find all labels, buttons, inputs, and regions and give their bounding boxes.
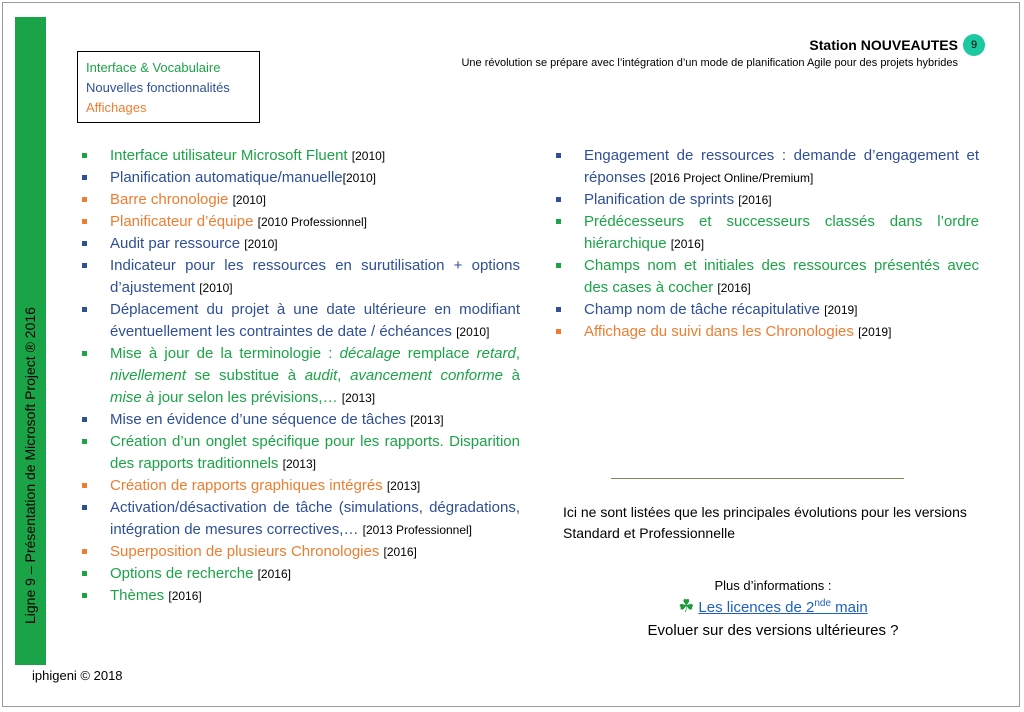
feature-item — [82, 189, 520, 211]
feature-year: [2013] — [282, 457, 316, 471]
feature-text: Superposition de plusieurs Chronologies — [110, 543, 384, 560]
feature-item — [556, 211, 979, 255]
station-number-badge: 9 — [963, 34, 985, 56]
legend-box — [77, 51, 260, 123]
feature-text: Thèmes — [110, 587, 169, 604]
note-text: Ici ne sont listées que les principales évolutions pour les versions Standard et Professionnelle — [563, 504, 967, 541]
feature-year: [2016 Project Online/Premium] — [649, 171, 814, 185]
feature-text: Champ nom de tâche récapitulative — [584, 301, 825, 318]
feature-year: [2019] — [824, 303, 858, 317]
evolve-question: Evoluer sur des versions ultérieures ? — [647, 622, 899, 639]
feature-item — [82, 563, 520, 585]
feature-item — [82, 431, 520, 475]
feature-text: Planification automatique/manuelle — [110, 169, 343, 186]
feature-item — [82, 497, 520, 541]
feature-year: [2010] — [456, 325, 490, 339]
feature-item — [82, 233, 520, 255]
feature-text: Options de recherche — [110, 565, 258, 582]
feature-year: [2010 Professionnel] — [257, 215, 368, 229]
right-feature-list — [556, 145, 979, 343]
licences-link[interactable] — [698, 599, 867, 616]
bullet-square-icon — [82, 351, 87, 356]
feature-item — [82, 475, 520, 497]
legend-interface: Interface & Vocabulaire — [86, 60, 221, 75]
feature-text: Activation/désactivation de tâche (simulations, dégradations, intégration de mesures correctives,… — [110, 499, 520, 538]
bullet-square-icon — [82, 439, 87, 444]
feature-text: retard — [476, 345, 516, 362]
bullet-square-icon — [556, 329, 561, 334]
left-feature-list — [82, 145, 520, 607]
feature-text: Création d’un onglet spécifique pour les rapports. Disparition des rapports traditionnels — [110, 433, 520, 472]
feature-text: Planificateur d’équipe — [110, 213, 258, 230]
feature-text: Champs nom et initiales des ressources présentés avec des cases à cocher — [584, 257, 979, 296]
bullet-square-icon — [556, 197, 561, 202]
feature-text: Mise à jour de la terminologie : — [110, 345, 340, 362]
feature-year: [2013] — [386, 479, 421, 493]
bullet-square-icon — [82, 483, 87, 488]
licences-link-text: Les licences de 2 — [698, 599, 815, 616]
feature-year: [2013] — [410, 413, 444, 427]
feature-year: [2016] — [168, 589, 202, 603]
feature-item — [556, 255, 979, 299]
feature-year: [2016] — [717, 281, 751, 295]
bullet-square-icon — [82, 505, 87, 510]
feature-item — [82, 145, 520, 167]
feature-year: [2010] — [244, 237, 278, 251]
feature-text: Indicateur pour les ressources en surutilisation + options d’ajustement — [110, 257, 520, 296]
sidebar-title: Ligne 9 – Présentation de Microsoft Project ® 2016 — [22, 307, 38, 624]
feature-text: Création de rapports graphiques intégrés — [110, 477, 387, 494]
feature-text: mise à — [110, 389, 155, 406]
station-subtitle: Une révolution se prépare avec l’intégration d’un mode de planification Agile pour des projets hybrides — [461, 57, 958, 69]
feature-text: Barre chronologie — [110, 191, 233, 208]
feature-year: [2010] — [351, 149, 386, 163]
bullet-square-icon — [82, 197, 87, 202]
feature-year: [2010] — [199, 281, 233, 295]
feature-text: jour selon les prévisions,… — [154, 389, 342, 406]
feature-text: , — [515, 345, 520, 362]
feature-text: décalage — [339, 345, 401, 362]
licences-link-row — [620, 596, 926, 617]
feature-item — [82, 299, 520, 343]
licences-link-tail: main — [831, 599, 868, 616]
bullet-square-icon — [82, 153, 87, 158]
feature-year: [2016] — [383, 545, 417, 559]
feature-text: se substitue à — [185, 367, 305, 384]
feature-year: [2016] — [670, 237, 705, 251]
feature-text: Prédécesseurs et successeurs classés dans l’ordre hiérarchique — [584, 213, 979, 252]
feature-item — [556, 321, 979, 343]
feature-text: à — [502, 367, 520, 384]
feature-year: [2013 Professionnel] — [362, 523, 473, 537]
bullet-square-icon — [82, 307, 87, 312]
feature-text: nivellement — [110, 367, 186, 384]
legend-displays: Affichages — [86, 100, 147, 115]
bullet-square-icon — [82, 593, 87, 598]
feature-item — [556, 299, 979, 321]
feature-item — [82, 211, 520, 233]
feature-year: [2019] — [858, 325, 892, 339]
licences-link-sup: nde — [814, 598, 832, 609]
feature-year: [2016] — [257, 567, 291, 581]
feature-text: Mise en évidence d’une séquence de tâches — [110, 411, 411, 428]
feature-item — [556, 189, 979, 211]
feature-item — [82, 585, 520, 607]
feature-text: Affichage du suivi dans les Chronologies — [584, 323, 859, 340]
feature-text: Engagement de ressources : demande d’engagement et réponses — [584, 147, 979, 186]
feature-year: [2013] — [341, 391, 376, 405]
footer-copyright: iphigeni © 2018 — [32, 668, 123, 683]
bullet-square-icon — [556, 263, 561, 268]
feature-year: [2010] — [232, 193, 266, 207]
feature-text: avancement conforme — [350, 367, 503, 384]
bullet-square-icon — [82, 549, 87, 554]
feature-item — [82, 343, 520, 409]
bullet-square-icon — [82, 263, 87, 268]
feature-text: remplace — [400, 345, 477, 362]
feature-year: [2016] — [738, 193, 772, 207]
feature-item — [556, 145, 979, 189]
feature-text: , — [337, 367, 351, 384]
legend-features: Nouvelles fonctionnalités — [86, 80, 230, 95]
bullet-square-icon — [82, 241, 87, 246]
feature-text: Audit par ressource — [110, 235, 245, 252]
station-title: Station NOUVEAUTES — [809, 37, 958, 53]
feature-item — [82, 409, 520, 431]
bullet-square-icon — [82, 417, 87, 422]
feature-item — [82, 541, 520, 563]
bullet-square-icon — [82, 175, 87, 180]
feature-text: Planification de sprints — [584, 191, 739, 208]
more-info-label: Plus d’informations : — [714, 578, 832, 593]
bullet-square-icon — [556, 307, 561, 312]
feature-item — [82, 255, 520, 299]
bullet-square-icon — [556, 219, 561, 224]
divider-line — [611, 478, 904, 479]
feature-text: audit — [304, 367, 338, 384]
feature-year: [2010] — [342, 171, 377, 185]
feature-text: Interface utilisateur Microsoft Fluent — [110, 147, 352, 164]
bullet-square-icon — [82, 571, 87, 576]
bullet-square-icon — [556, 153, 561, 158]
clover-icon: ☘ — [678, 596, 695, 616]
feature-text: Déplacement du projet à une date ultérieure en modifiant éventuellement les contraintes de date / échéances — [110, 301, 520, 340]
bullet-square-icon — [82, 219, 87, 224]
feature-item — [82, 167, 520, 189]
